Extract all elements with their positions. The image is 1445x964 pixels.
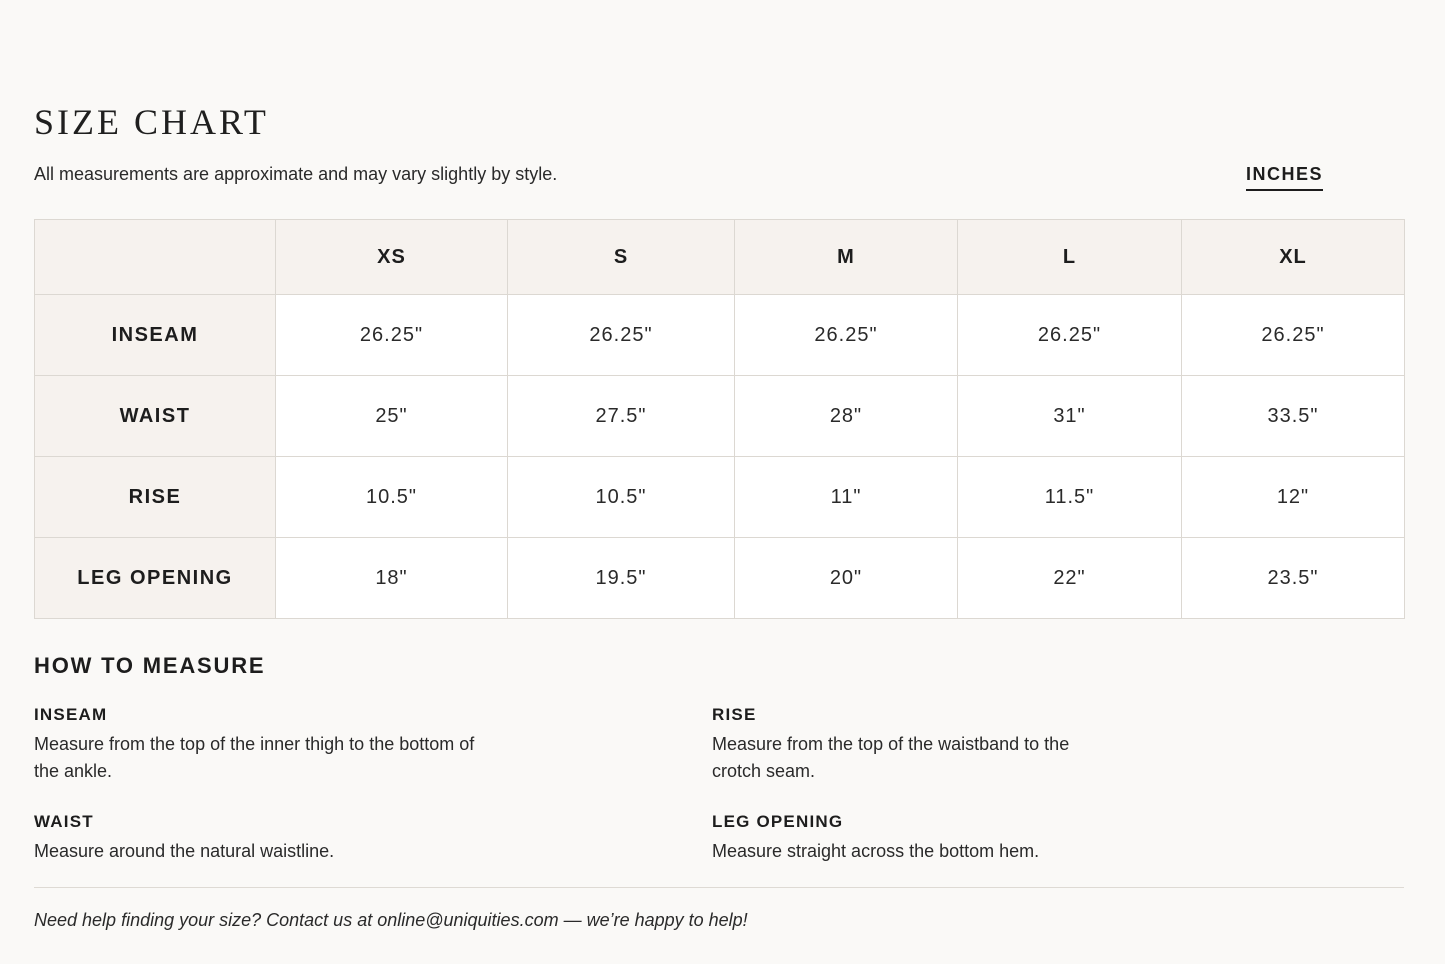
size-header-xl: XL [1182, 220, 1405, 295]
how-to-measure-title: HOW TO MEASURE [34, 653, 266, 678]
table-row-rise [35, 457, 1405, 538]
measure-item-waist [34, 811, 504, 865]
size-header-m: M [735, 220, 958, 295]
table-cell: 26.25" [1182, 295, 1405, 376]
measure-item-description: Measure from the top of the waistband to the crotch seam. [712, 734, 1070, 781]
unit-tab-inches[interactable]: INCHES [1246, 162, 1323, 191]
table-cell: 26.25" [735, 295, 958, 376]
table-cell: 10.5" [276, 457, 508, 538]
table-corner-cell [35, 220, 276, 295]
table-row-waist [35, 376, 1405, 457]
size-header-xs: XS [276, 220, 508, 295]
table-row-leg-opening [35, 538, 1405, 619]
measure-item-inseam [34, 704, 504, 785]
table-cell: 18" [276, 538, 508, 619]
table-cell: 28" [735, 376, 958, 457]
table-cell: 23.5" [1182, 538, 1405, 619]
table-cell: 11.5" [958, 457, 1182, 538]
table-cell: 31" [958, 376, 1182, 457]
size-header-l: L [958, 220, 1182, 295]
table-cell: 20" [735, 538, 958, 619]
measure-item-title: WAIST [34, 812, 94, 831]
row-label-waist: WAIST [35, 376, 276, 457]
table-cell: 11" [735, 457, 958, 538]
table-cell: 12" [1182, 457, 1405, 538]
footer-divider [34, 887, 1404, 888]
help-note: Need help finding your size? Contact us at online@uniquities.com — we’re happy to help! [34, 910, 748, 930]
table-cell: 33.5" [1182, 376, 1405, 457]
table-cell: 25" [276, 376, 508, 457]
measure-item-description: Measure from the top of the inner thigh to the bottom of the ankle. [34, 734, 475, 781]
table-header-row [35, 220, 1405, 295]
measure-item-description: Measure around the natural waistline. [34, 841, 335, 861]
table-cell: 26.25" [508, 295, 735, 376]
row-label-leg-opening: LEG OPENING [35, 538, 276, 619]
table-cell: 26.25" [958, 295, 1182, 376]
measure-item-rise [712, 704, 1112, 785]
row-label-rise: RISE [35, 457, 276, 538]
size-header-s: S [508, 220, 735, 295]
page-title: SIZE CHART [34, 102, 269, 142]
table-cell: 19.5" [508, 538, 735, 619]
table-cell: 22" [958, 538, 1182, 619]
measure-item-title: LEG OPENING [712, 812, 844, 831]
row-label-inseam: INSEAM [35, 295, 276, 376]
measure-item-leg-opening [712, 811, 1182, 865]
table-cell: 10.5" [508, 457, 735, 538]
table-row-inseam [35, 295, 1405, 376]
measure-item-description: Measure straight across the bottom hem. [712, 841, 1040, 861]
size-chart-table [34, 219, 1405, 619]
measure-item-title: INSEAM [34, 705, 108, 724]
table-cell: 26.25" [276, 295, 508, 376]
page-subtitle: All measurements are approximate and may vary slightly by style. [34, 164, 558, 184]
table-cell: 27.5" [508, 376, 735, 457]
measure-item-title: RISE [712, 705, 757, 724]
